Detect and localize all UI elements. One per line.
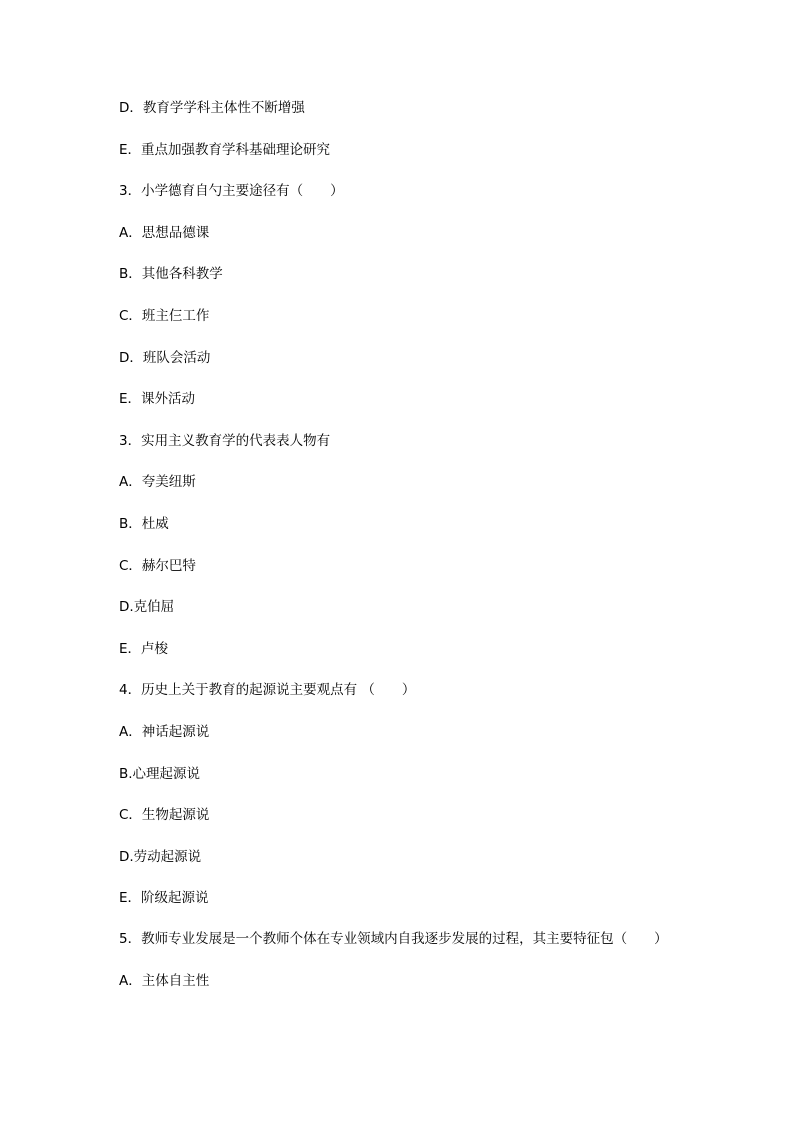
option-e-line: E．阶级起源说 bbox=[119, 890, 209, 907]
option-b-line: B．杜威 bbox=[119, 515, 169, 532]
option-b-line: B．其他各科教学 bbox=[119, 266, 223, 283]
option-a-line: A．夸美纽斯 bbox=[119, 474, 196, 491]
question-3-pragmatism: 3．实用主义教育学的代表表人物有 bbox=[119, 432, 331, 449]
option-e-line: E．重点加强教育学科基础理论研究 bbox=[119, 141, 331, 158]
question-5-teacher-development: 5．教师专业发展是一个教师个体在专业领域内自我逐步发展的过程，其主要特征包（ ） bbox=[119, 930, 668, 947]
option-c-line: C．生物起源说 bbox=[119, 807, 210, 824]
option-b-line: B.心理起源说 bbox=[119, 765, 201, 782]
option-d-line: D.克伯屈 bbox=[119, 599, 175, 616]
option-c-line: C．班主仨工作 bbox=[119, 307, 210, 324]
document-body bbox=[119, 98, 679, 1012]
option-d-line: D.劳动起源说 bbox=[119, 848, 202, 865]
question-3-moral-education: 3．小学德育自勺主要途径有（ ） bbox=[119, 183, 344, 200]
option-a-line: A．神话起源说 bbox=[119, 723, 210, 740]
option-d-line: D．班队会活动 bbox=[119, 349, 211, 366]
option-a-line: A．主体自主性 bbox=[119, 972, 210, 989]
option-d-line: D．教育学学科主体性不断增强 bbox=[119, 100, 305, 116]
option-a-line: A．思想品德课 bbox=[119, 224, 210, 241]
option-e-line: E．卢梭 bbox=[119, 640, 169, 657]
question-4-origin: 4．历史上关于教育的起源说主要观点有 （ ） bbox=[119, 682, 416, 699]
option-e-line: E．课外活动 bbox=[119, 391, 196, 408]
option-c-line: C．赫尔巴特 bbox=[119, 557, 196, 574]
